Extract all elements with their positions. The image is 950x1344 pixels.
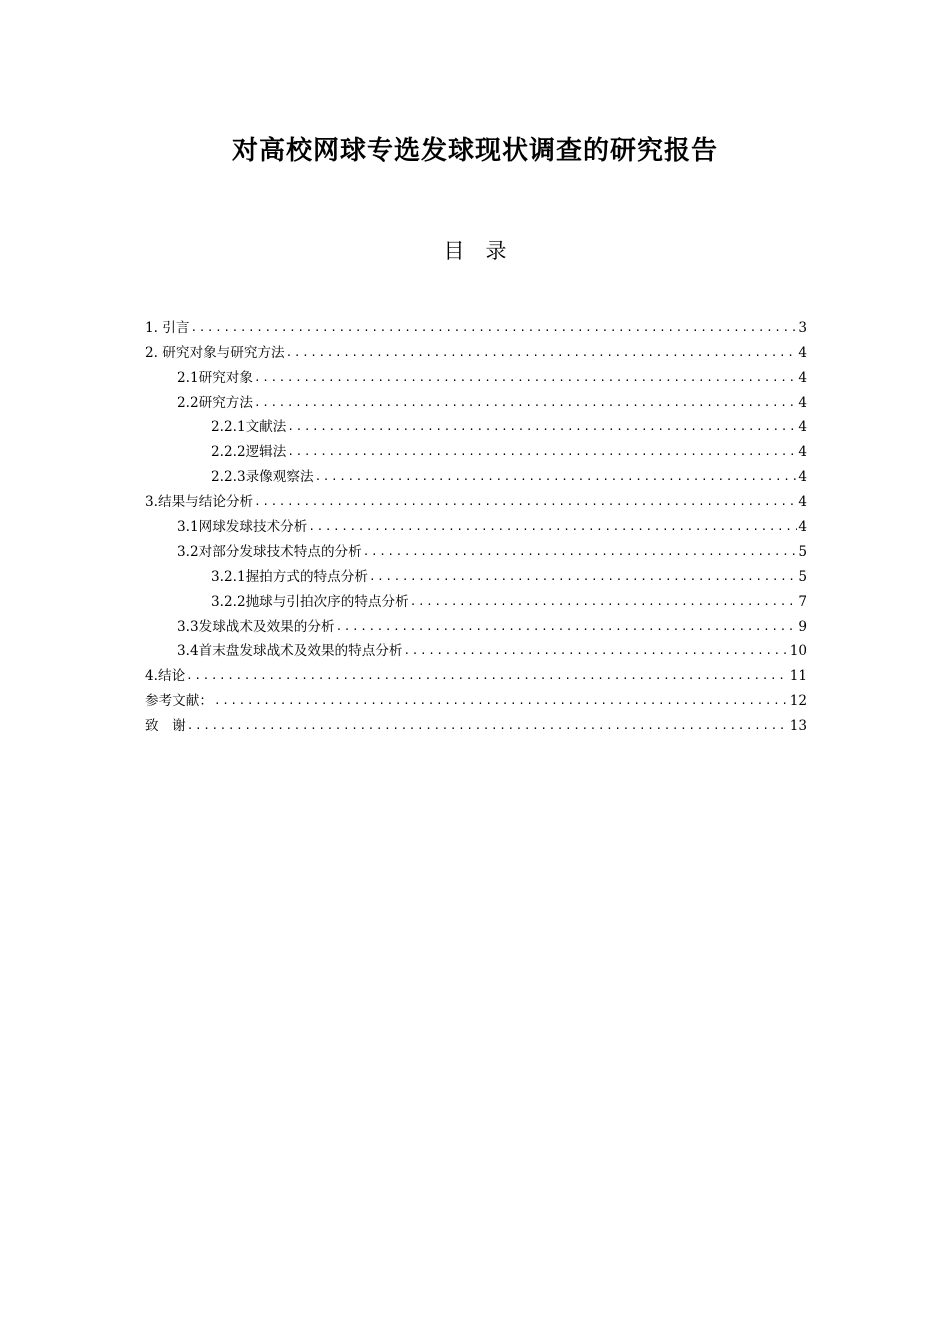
toc-dot-leader: [214, 691, 789, 711]
toc-entry-page: 4: [798, 494, 807, 511]
toc-entry-page: 4: [798, 394, 807, 411]
toc-entry-label: 3.1网球发球技术分析: [177, 519, 308, 536]
document-title: 对高校网球专选发球现状调查的研究报告: [231, 136, 718, 166]
toc-entry[interactable]: [145, 338, 807, 363]
toc-entry-label: 参考文献：: [145, 693, 213, 710]
toc-dot-leader: [410, 592, 798, 612]
toc-entry-page: 5: [798, 568, 807, 585]
toc-dot-leader: [254, 492, 797, 512]
toc-heading: 目 录: [443, 239, 507, 263]
toc-entry-page: 11: [789, 668, 807, 685]
toc-entry[interactable]: [145, 388, 807, 413]
toc-entry[interactable]: [145, 711, 807, 736]
toc-dot-leader: [315, 467, 798, 487]
toc-entry-label: 2.1研究对象: [177, 369, 253, 386]
toc-entry-label: 3.结果与结论分析: [145, 494, 254, 511]
toc-entry[interactable]: [145, 313, 807, 338]
toc-entry-page: 4: [798, 344, 807, 361]
toc-entry-label: 3.4首末盘发球战术及效果的特点分析: [177, 643, 403, 660]
toc-entry-page: 4: [798, 444, 807, 461]
toc-entry[interactable]: [145, 363, 807, 388]
toc-entry-label: 3.2.1握拍方式的特点分析: [211, 568, 368, 585]
toc-dot-leader: [287, 442, 797, 462]
toc-entry[interactable]: [145, 537, 807, 562]
toc-entry-label: 3.3发球战术及效果的分析: [177, 618, 335, 635]
toc-entry[interactable]: [145, 661, 807, 686]
toc-entry-label: 2.2研究方法: [177, 394, 253, 411]
toc-entry[interactable]: [145, 512, 807, 537]
toc-entry-page: 3: [798, 319, 807, 336]
toc-entry-page: 13: [789, 718, 807, 735]
toc-dot-leader: [186, 666, 789, 686]
toc-dot-leader: [187, 716, 789, 736]
toc-entry-page: 9: [798, 618, 807, 635]
toc-dot-leader: [254, 393, 797, 413]
toc-entry-label: 4.结论: [145, 668, 186, 685]
toc-dot-leader: [404, 641, 789, 661]
toc-entry[interactable]: [145, 437, 807, 462]
toc-entry-label: 2. 研究对象与研究方法: [145, 344, 285, 361]
toc-entry-label: 2.2.3录像观察法: [211, 469, 314, 486]
table-of-contents: [145, 313, 807, 736]
toc-dot-leader: [287, 417, 797, 437]
toc-entry[interactable]: [145, 487, 807, 512]
toc-dot-leader: [308, 517, 797, 537]
toc-entry-page: 10: [789, 643, 807, 660]
toc-entry-label: 致 谢: [145, 718, 186, 735]
toc-entry-label: 2.2.1文献法: [211, 419, 287, 436]
toc-entry-page: 7: [798, 593, 807, 610]
toc-entry[interactable]: [145, 612, 807, 637]
toc-dot-leader: [254, 368, 797, 388]
toc-entry-label: 3.2.2抛球与引拍次序的特点分析: [211, 593, 409, 610]
toc-entry-label: 3.2对部分发球技术特点的分析: [177, 543, 362, 560]
toc-entry[interactable]: [145, 637, 807, 662]
toc-dot-leader: [336, 617, 798, 637]
toc-entry-page: 5: [798, 543, 807, 560]
toc-entry-page: 4: [798, 369, 807, 386]
toc-entry-page: 4: [798, 469, 807, 486]
toc-entry-page: 4: [798, 519, 807, 536]
toc-entry[interactable]: [145, 686, 807, 711]
toc-entry-page: 4: [798, 419, 807, 436]
toc-dot-leader: [363, 542, 798, 562]
toc-entry-label: 2.2.2逻辑法: [211, 444, 287, 461]
toc-entry-label: 1. 引言: [145, 319, 190, 336]
toc-dot-leader: [190, 318, 797, 338]
toc-dot-leader: [369, 567, 797, 587]
toc-entry[interactable]: [145, 413, 807, 438]
toc-entry[interactable]: [145, 587, 807, 612]
toc-entry[interactable]: [145, 562, 807, 587]
toc-entry-page: 12: [789, 693, 807, 710]
toc-dot-leader: [286, 343, 798, 363]
toc-entry[interactable]: [145, 462, 807, 487]
